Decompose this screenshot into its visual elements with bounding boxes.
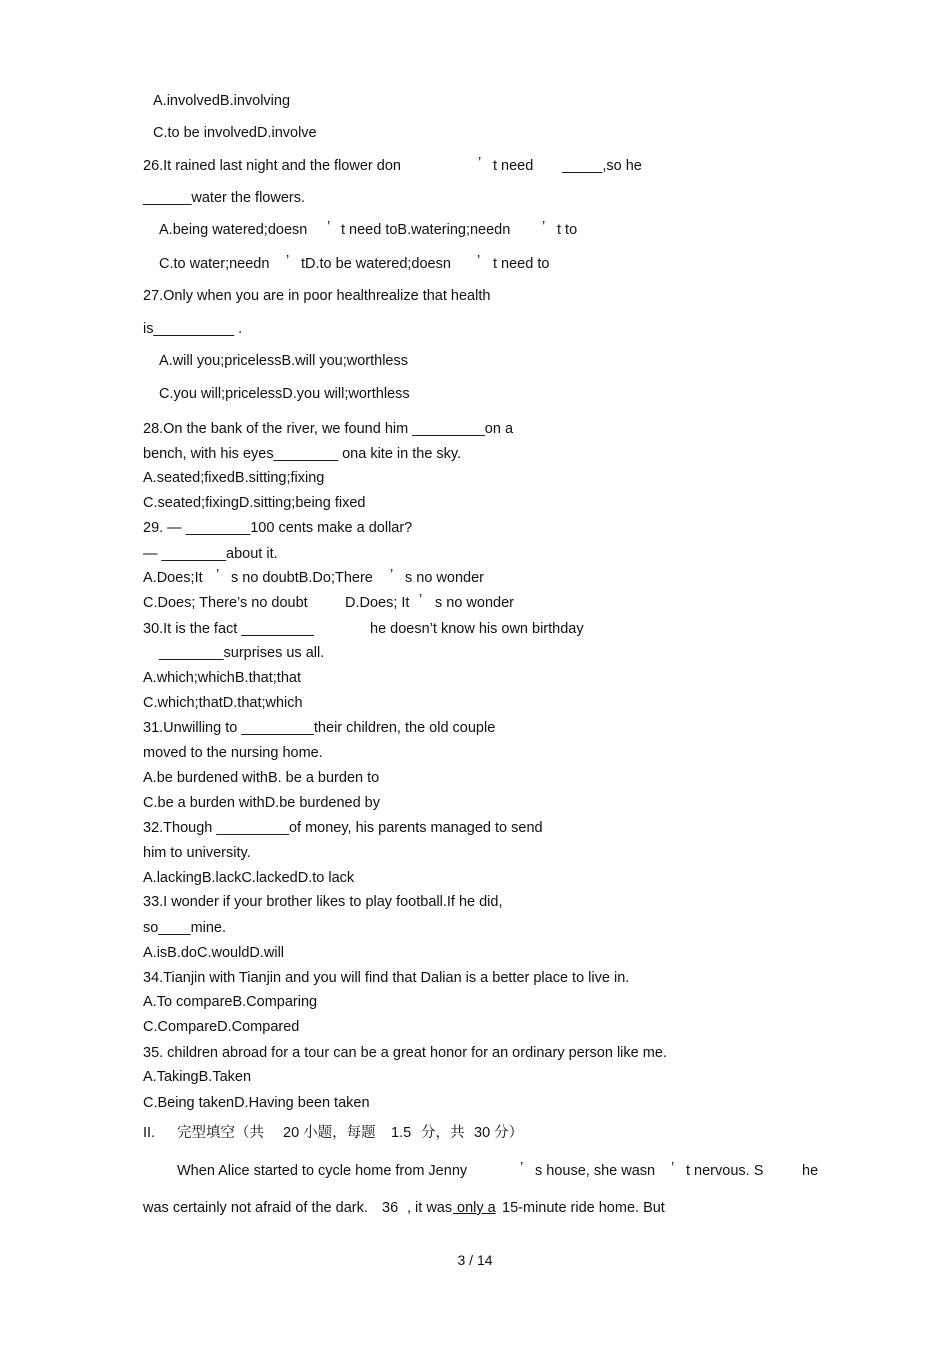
option-line: C.to be involvedD.involve xyxy=(153,125,317,141)
question-27: 27.Only when you are in poor healthrealize that health xyxy=(143,288,491,304)
option-line: s no doubtB.Do;There xyxy=(231,570,373,586)
apostrophe: ’ xyxy=(390,567,394,583)
section-number: II. xyxy=(143,1125,156,1141)
passage-text: t nervous. S xyxy=(686,1163,764,1179)
passage-text: was certainly not afraid of the dark. xyxy=(143,1200,368,1216)
question-31: 31.Unwilling to _________their children, the old couple xyxy=(143,720,496,736)
apostrophe: ’ xyxy=(478,155,482,171)
question-32: 32.Though _________of money, his parents managed to send xyxy=(143,820,543,836)
option-line: s no wonder xyxy=(435,595,514,611)
option-line: C.seated;fixingD.sitting;being fixed xyxy=(143,495,366,511)
option-line: C.which;thatD.that;which xyxy=(143,695,303,711)
option-line: t need toB.watering;needn xyxy=(341,222,511,238)
question-text: moved to the nursing home. xyxy=(143,745,323,761)
section-title: 完型填空（共 xyxy=(177,1125,264,1141)
option-line: C.Does; There’s no doubt xyxy=(143,595,308,611)
option-line: A.being watered;doesn xyxy=(159,222,308,238)
apostrophe: ’ xyxy=(477,253,481,269)
underlined-text: only a xyxy=(453,1200,496,1216)
question-text: so____mine. xyxy=(143,920,227,936)
option-line: C.CompareD.Compared xyxy=(143,1019,300,1035)
option-line: A.which;whichB.that;that xyxy=(143,670,301,686)
question-text: — ________about it. xyxy=(143,546,278,562)
question-text: ________surprises us all. xyxy=(159,645,325,661)
section-title: 1.5 xyxy=(391,1125,412,1141)
option-line: A.involvedB.involving xyxy=(153,93,291,109)
section-title: 分，共 xyxy=(421,1125,465,1141)
question-35: 35. children abroad for a tour can be a great honor for an ordinary person like me. xyxy=(143,1045,667,1061)
apostrophe: ’ xyxy=(542,219,546,235)
option-line: D.Does; It xyxy=(345,595,410,611)
option-line: C.you will;pricelessD.you will;worthless xyxy=(159,386,410,402)
question-text: t need xyxy=(493,158,534,174)
option-line: A.seated;fixedB.sitting;fixing xyxy=(143,470,325,486)
section-title: 20 小题，每题 xyxy=(283,1125,376,1141)
option-line: A.To compareB.Comparing xyxy=(143,994,318,1010)
option-line: A.TakingB.Taken xyxy=(143,1069,252,1085)
question-text: he doesn’t know his own birthday xyxy=(370,621,584,637)
question-text: him to university. xyxy=(143,845,251,861)
apostrophe: ’ xyxy=(216,567,220,583)
passage-text: When Alice started to cycle home from Jenny xyxy=(177,1163,468,1179)
apostrophe: ’ xyxy=(419,592,423,608)
section-title: 30 分） xyxy=(474,1125,524,1141)
apostrophe: ’ xyxy=(520,1160,524,1176)
option-line: s no wonder xyxy=(405,570,484,586)
question-26: 26.It rained last night and the flower don xyxy=(143,158,401,174)
question-text: _____,so he xyxy=(562,158,642,174)
option-line: C.to water;needn xyxy=(159,256,270,272)
option-line: A.Does;It xyxy=(143,570,203,586)
option-line: t to xyxy=(557,222,578,238)
option-line: C.be a burden withD.be burdened by xyxy=(143,795,380,811)
passage-text: he xyxy=(802,1163,819,1179)
question-28: 28.On the bank of the river, we found him _________on a xyxy=(143,421,514,437)
question-text: ______water the flowers. xyxy=(143,190,306,206)
question-30: 30.It is the fact _________ xyxy=(143,621,314,637)
option-line: A.be burdened withB. be a burden to xyxy=(143,770,380,786)
option-line: t need to xyxy=(493,256,550,272)
apostrophe: ’ xyxy=(671,1160,675,1176)
option-line: A.will you;pricelessB.will you;worthless xyxy=(159,353,408,369)
question-29: 29. — ________100 cents make a dollar? xyxy=(143,520,413,536)
passage-text: s house, she wasn xyxy=(535,1163,656,1179)
question-33: 33.I wonder if your brother likes to play football.If he did, xyxy=(143,894,503,910)
question-text: is__________ . xyxy=(143,321,243,337)
question-text: bench, with his eyes________ ona kite in the sky. xyxy=(143,446,462,462)
option-line: A.isB.doC.wouldD.will xyxy=(143,945,285,961)
passage-text: 15-minute ride home. But xyxy=(498,1200,665,1216)
option-line: A.lackingB.lackC.lackedD.to lack xyxy=(143,870,355,886)
option-line: tD.to be watered;doesn xyxy=(301,256,451,272)
question-34: 34.Tianjin with Tianjin and you will find that Dalian is a better place to live in. xyxy=(143,970,630,986)
option-line: C.Being takenD.Having been taken xyxy=(143,1095,370,1111)
apostrophe: ’ xyxy=(327,219,331,235)
page-number: 3 / 14 xyxy=(457,1252,493,1268)
apostrophe: ’ xyxy=(286,253,290,269)
passage-text: , it was xyxy=(407,1200,453,1216)
blank-number: 36 xyxy=(382,1200,399,1216)
